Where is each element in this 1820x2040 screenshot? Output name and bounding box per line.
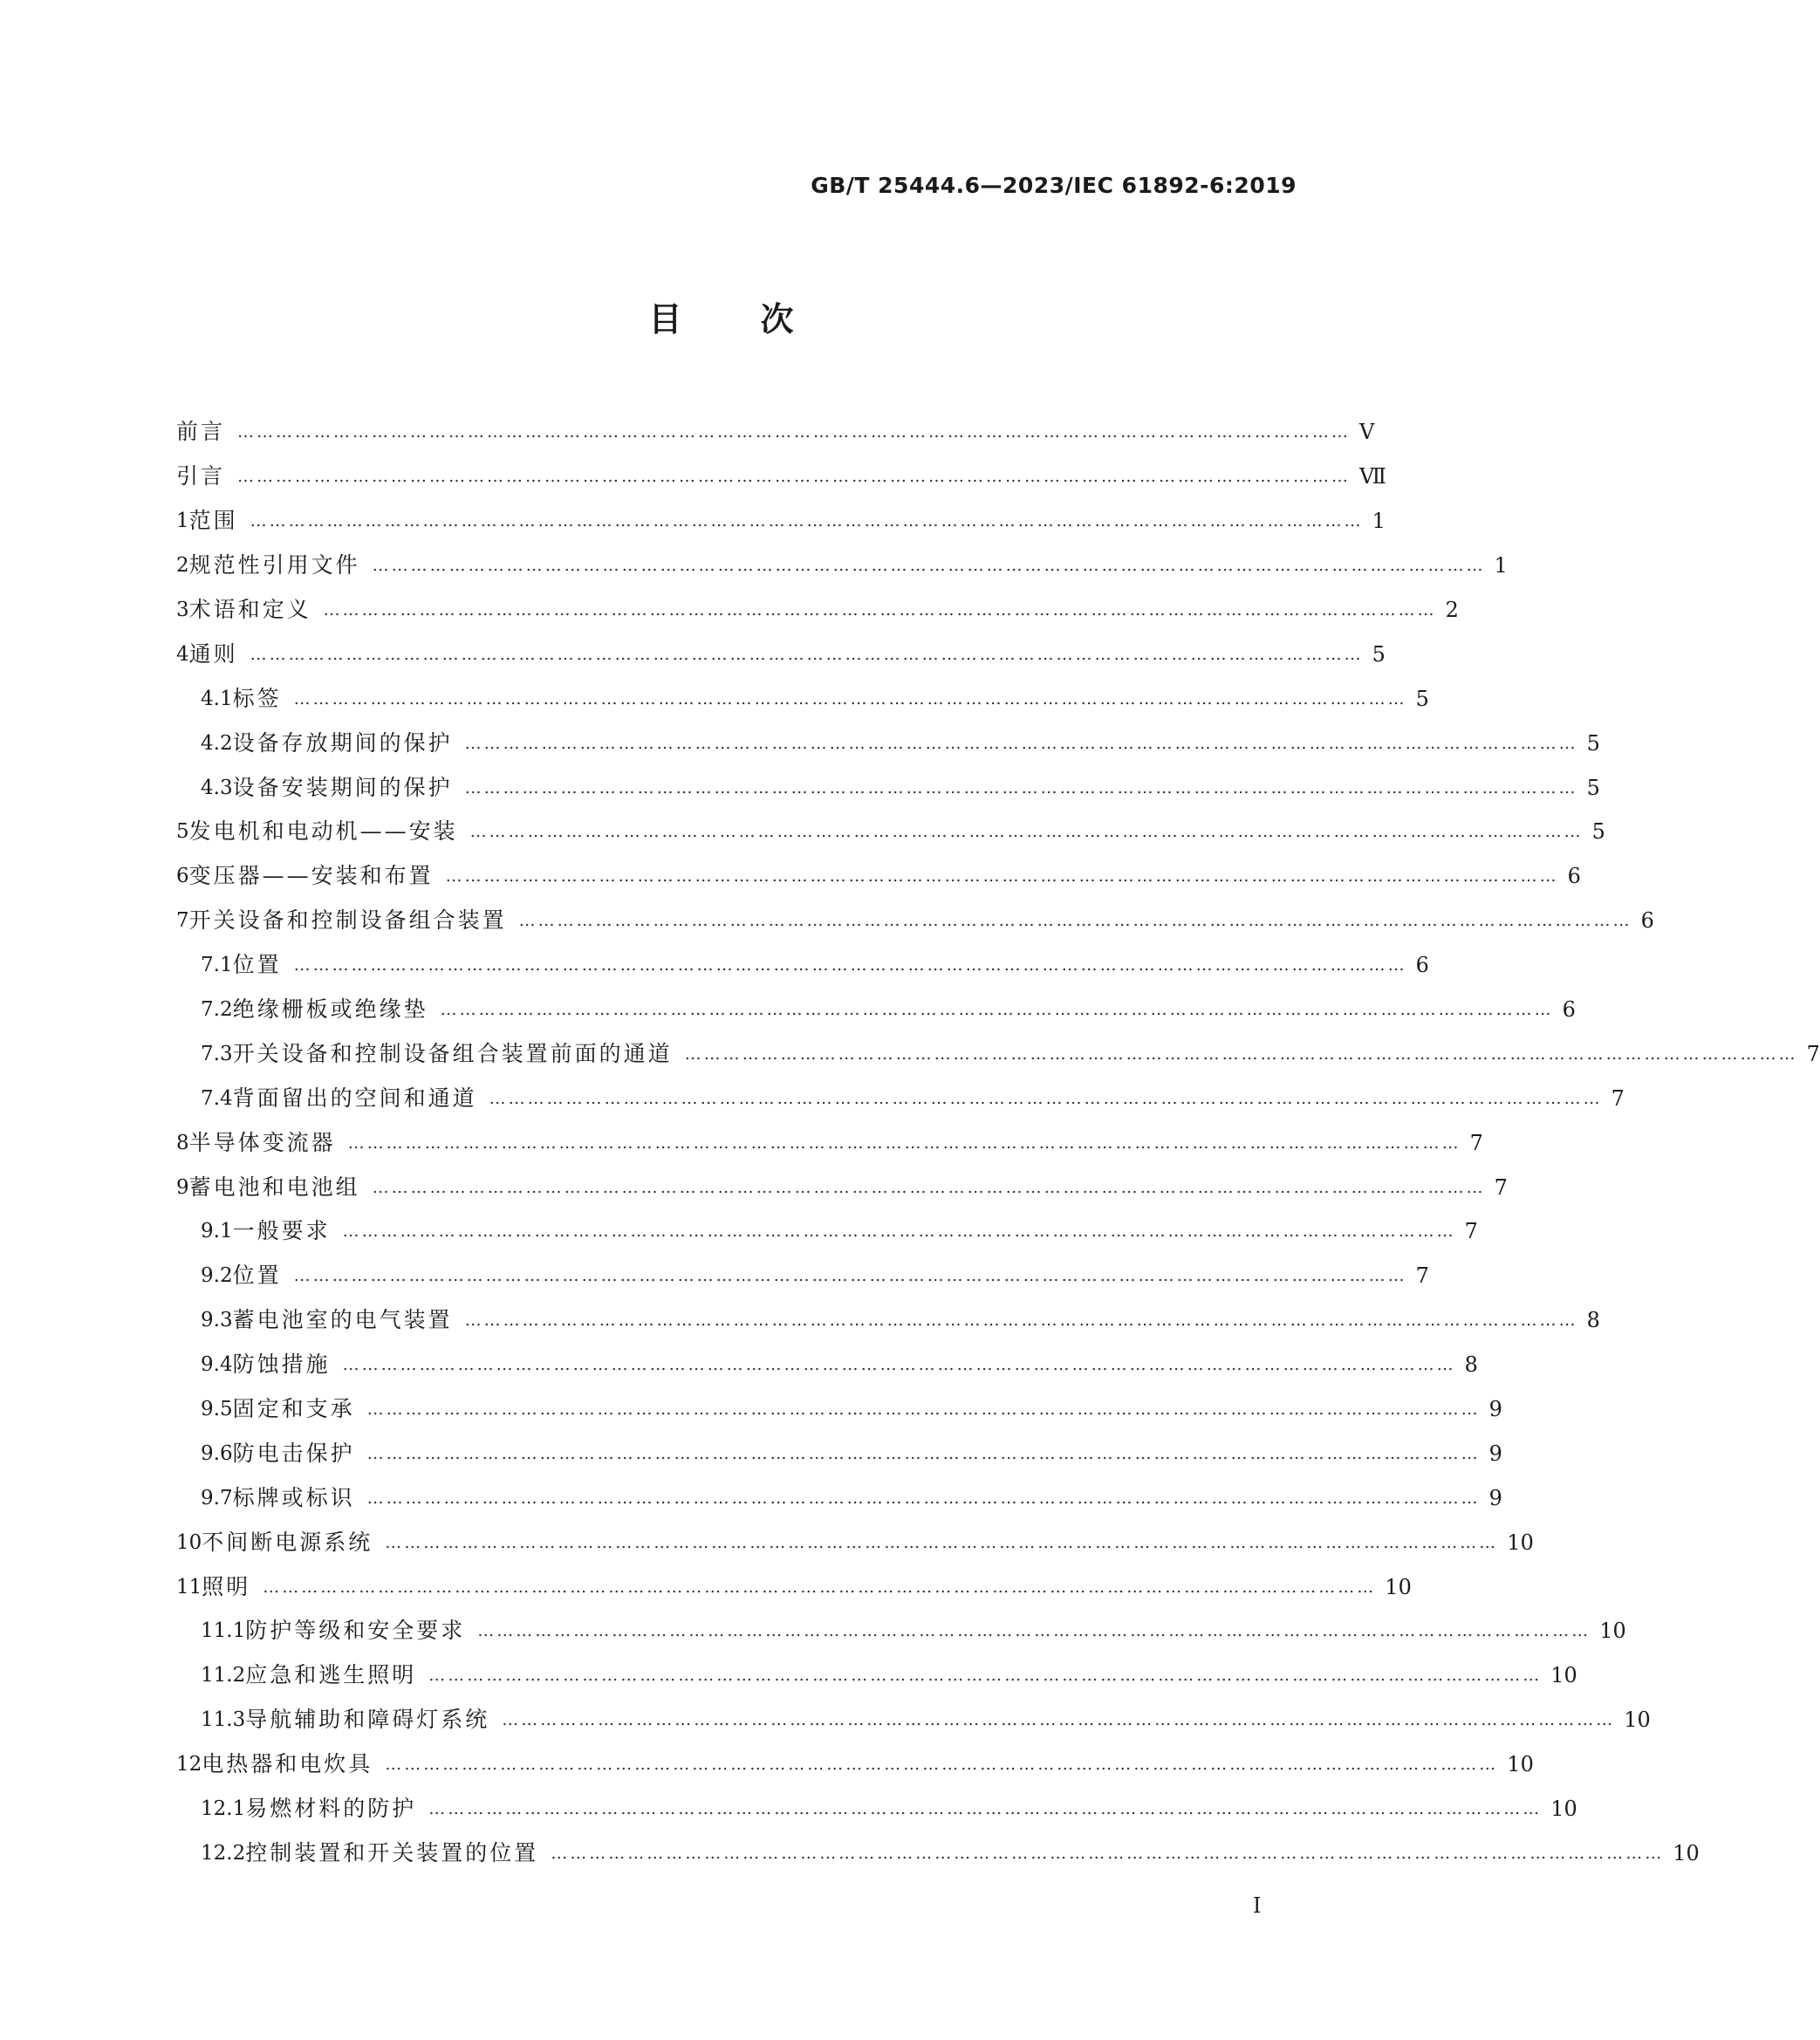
toc-entry-page: 1 bbox=[1494, 553, 1508, 578]
toc-entry-title: 半导体变流器 bbox=[188, 1129, 336, 1155]
toc-entry-number: 12.1 bbox=[201, 1797, 246, 1821]
toc-entry-title: 一般要求 bbox=[232, 1218, 331, 1244]
toc-entry[interactable] bbox=[176, 1031, 1820, 1076]
toc-entry-page: 10 bbox=[1624, 1708, 1651, 1733]
toc-entry-number: 9.2 bbox=[201, 1264, 233, 1288]
toc-entry-title: 导航辅助和障碍灯系统 bbox=[245, 1707, 490, 1733]
toc-entry-page: 2 bbox=[1445, 598, 1459, 622]
toc-entry-page: 5 bbox=[1586, 730, 1600, 756]
toc-entry[interactable] bbox=[176, 1431, 1502, 1475]
dot-leader: ………………………………………………………………………………………………………………………………………………………… bbox=[489, 1088, 1603, 1108]
toc-entry-title: 前言 bbox=[176, 419, 226, 445]
toc-entry-page: 9 bbox=[1488, 1397, 1502, 1422]
toc-entry-title: 变压器——安装和布置 bbox=[188, 863, 434, 889]
toc-entry-page: 9 bbox=[1488, 1441, 1502, 1466]
toc-entry-number: 9.1 bbox=[201, 1220, 233, 1243]
toc-entry-title: 易燃材料的防护 bbox=[245, 1796, 417, 1822]
dot-leader: ………………………………………………………………………………………………………………………………………………………… bbox=[464, 733, 1578, 753]
toc-entry-title: 电热器和电炊具 bbox=[202, 1751, 373, 1777]
toc-entry[interactable] bbox=[176, 988, 1576, 1032]
dot-leader: ………………………………………………………………………………………………………………………………………………………… bbox=[347, 1133, 1461, 1153]
toc-entry-title: 位置 bbox=[232, 1263, 282, 1289]
toc-entry[interactable] bbox=[176, 1787, 1577, 1831]
toc-entry-number: 3 bbox=[176, 599, 189, 621]
toc-entry[interactable] bbox=[176, 1609, 1626, 1653]
dot-leader: ………………………………………………………………………………………………………………………………………………………… bbox=[445, 866, 1559, 887]
dot-leader: ………………………………………………………………………………………………………………………………………………………… bbox=[502, 1710, 1616, 1730]
dot-leader: ………………………………………………………………………………………………………………………………………………………… bbox=[323, 600, 1437, 620]
toc-entry[interactable] bbox=[176, 1564, 1412, 1609]
dot-leader: ………………………………………………………………………………………………………………………………………………………… bbox=[237, 467, 1351, 487]
toc-entry-number: 4.1 bbox=[201, 687, 233, 710]
toc-entry-title: 设备存放期间的保护 bbox=[232, 729, 453, 756]
toc-entry-page: 9 bbox=[1488, 1485, 1502, 1510]
dot-leader: ………………………………………………………………………………………………………………………………………………………… bbox=[428, 1666, 1543, 1686]
toc-entry-page: 6 bbox=[1567, 864, 1581, 889]
dot-leader: ………………………………………………………………………………………………………………………………………………………… bbox=[464, 777, 1578, 798]
toc-entry-title: 防蚀措施 bbox=[232, 1352, 331, 1378]
toc-entry-title: 标牌或标识 bbox=[232, 1484, 355, 1510]
dot-leader: ………………………………………………………………………………………………………………………………………………………… bbox=[518, 911, 1632, 931]
dot-leader: ………………………………………………………………………………………………………………………………………………………… bbox=[366, 1443, 1481, 1463]
toc-entry[interactable] bbox=[176, 632, 1386, 676]
toc-entry-number: 11.1 bbox=[201, 1619, 246, 1643]
toc-entry-title: 蓄电池室的电气装置 bbox=[232, 1307, 453, 1333]
toc-entry-number: 7 bbox=[176, 909, 189, 933]
toc-entry-page: 5 bbox=[1415, 686, 1429, 711]
toc-entry-title: 防护等级和安全要求 bbox=[245, 1618, 466, 1644]
toc-entry-number: 9.7 bbox=[201, 1486, 233, 1509]
toc-entry[interactable] bbox=[176, 1698, 1651, 1742]
toc-entry[interactable] bbox=[176, 899, 1654, 943]
toc-entry-page: 6 bbox=[1415, 953, 1429, 978]
page-number: I bbox=[1253, 1893, 1262, 1918]
document-code: GB/T 25444.6—2023/IEC 61892-6:2019 bbox=[811, 173, 1297, 198]
toc-entry[interactable] bbox=[176, 943, 1429, 988]
dot-leader: ………………………………………………………………………………………………………………………………………………………… bbox=[293, 688, 1407, 709]
toc-entry-title: 范围 bbox=[188, 508, 238, 534]
toc-entry-page: 7 bbox=[1806, 1041, 1820, 1066]
toc-entry-page: 7 bbox=[1611, 1085, 1625, 1111]
toc-entry-number: 2 bbox=[176, 554, 189, 578]
table-of-contents bbox=[176, 410, 1820, 1875]
toc-entry-page: 6 bbox=[1640, 908, 1654, 934]
toc-entry-page: 8 bbox=[1586, 1308, 1600, 1333]
toc-entry[interactable] bbox=[176, 810, 1605, 854]
toc-entry[interactable] bbox=[176, 721, 1600, 765]
toc-entry-number: 7.2 bbox=[201, 998, 233, 1022]
toc-entry-title: 设备安装期间的保护 bbox=[232, 774, 453, 800]
toc-entry-page: 7 bbox=[1464, 1219, 1478, 1244]
toc-entry-number: 11 bbox=[176, 1575, 202, 1598]
dot-leader: ………………………………………………………………………………………………………………………………………………………… bbox=[428, 1799, 1543, 1819]
toc-entry-title: 应急和逃生照明 bbox=[245, 1662, 417, 1688]
toc-entry-number: 9 bbox=[176, 1175, 189, 1199]
toc-entry-title: 固定和支承 bbox=[232, 1396, 355, 1422]
toc-entry-title: 引言 bbox=[176, 463, 226, 489]
toc-entry-number: 1 bbox=[176, 510, 189, 533]
dot-leader: ………………………………………………………………………………………………………………………………………………………… bbox=[342, 1355, 1456, 1375]
toc-entry-number: 12 bbox=[176, 1753, 202, 1776]
toc-entry-title: 蓄电池和电池组 bbox=[188, 1174, 360, 1200]
toc-entry-page: 7 bbox=[1494, 1174, 1508, 1200]
toc-entry[interactable] bbox=[176, 1076, 1625, 1120]
dot-leader: ………………………………………………………………………………………………………………………………………………………… bbox=[372, 1177, 1486, 1197]
toc-entry-number: 10 bbox=[176, 1530, 202, 1554]
toc-entry[interactable] bbox=[176, 765, 1600, 810]
toc-entry-page: 10 bbox=[1507, 1752, 1534, 1777]
dot-leader: ………………………………………………………………………………………………………………………………………………………… bbox=[469, 822, 1584, 842]
toc-title: 目次 bbox=[648, 300, 872, 339]
toc-entry[interactable] bbox=[176, 1520, 1534, 1564]
toc-entry[interactable] bbox=[176, 455, 1386, 499]
dot-leader: ………………………………………………………………………………………………………………………………………………………… bbox=[372, 556, 1486, 576]
dot-leader: ………………………………………………………………………………………………………………………………………………………… bbox=[250, 644, 1364, 664]
toc-entry-page: 8 bbox=[1464, 1352, 1478, 1378]
dot-leader: ………………………………………………………………………………………………………………………………………………………… bbox=[293, 955, 1407, 976]
toc-entry-number: 9.6 bbox=[201, 1441, 233, 1465]
dot-leader: ………………………………………………………………………………………………………………………………………………………… bbox=[684, 1044, 1798, 1064]
toc-entry[interactable] bbox=[176, 1298, 1600, 1343]
toc-entry[interactable] bbox=[176, 1209, 1478, 1254]
dot-leader: ………………………………………………………………………………………………………………………………………………………… bbox=[250, 511, 1364, 531]
toc-entry[interactable] bbox=[176, 1254, 1429, 1298]
toc-entry[interactable] bbox=[176, 1387, 1502, 1432]
toc-entry-title: 开关设备和控制设备组合装置前面的通道 bbox=[232, 1040, 673, 1066]
toc-entry-page: 1 bbox=[1372, 509, 1386, 534]
toc-entry-title: 发电机和电动机——安装 bbox=[188, 818, 458, 845]
toc-entry[interactable] bbox=[176, 544, 1508, 588]
toc-entry-number: 4.2 bbox=[201, 731, 233, 755]
toc-entry-title: 标签 bbox=[232, 685, 282, 711]
dot-leader: ………………………………………………………………………………………………………………………………………………………… bbox=[551, 1843, 1665, 1863]
dot-leader: ………………………………………………………………………………………………………………………………………………………… bbox=[293, 1266, 1407, 1286]
toc-entry-page: 5 bbox=[1591, 819, 1605, 845]
toc-entry-number: 5 bbox=[176, 820, 189, 844]
toc-entry[interactable] bbox=[176, 1831, 1700, 1876]
toc-entry-page: Ⅶ bbox=[1359, 464, 1386, 489]
toc-entry-title: 规范性引用文件 bbox=[188, 552, 360, 578]
toc-entry-page: 10 bbox=[1673, 1840, 1700, 1865]
dot-leader: ………………………………………………………………………………………………………………………………………………………… bbox=[385, 1532, 1499, 1552]
dot-leader: ………………………………………………………………………………………………………………………………………………………… bbox=[366, 1488, 1481, 1508]
toc-entry-title: 开关设备和控制设备组合装置 bbox=[188, 907, 507, 934]
toc-entry[interactable] bbox=[176, 588, 1459, 633]
dot-leader: ………………………………………………………………………………………………………………………………………………………… bbox=[440, 1000, 1554, 1020]
toc-entry-page: 10 bbox=[1550, 1663, 1577, 1688]
dot-leader: ………………………………………………………………………………………………………………………………………………………… bbox=[237, 422, 1351, 442]
toc-entry[interactable] bbox=[176, 499, 1386, 544]
toc-entry-page: 10 bbox=[1599, 1619, 1626, 1644]
toc-entry-number: 4.3 bbox=[201, 776, 233, 799]
toc-entry-title: 背面留出的空间和通道 bbox=[232, 1085, 477, 1111]
toc-entry[interactable] bbox=[176, 1742, 1534, 1787]
dot-leader: ………………………………………………………………………………………………………………………………………………………… bbox=[342, 1222, 1456, 1242]
toc-entry-page: 6 bbox=[1562, 997, 1576, 1023]
toc-entry-page: 10 bbox=[1507, 1530, 1534, 1555]
toc-entry-title: 位置 bbox=[232, 952, 282, 978]
dot-leader: ………………………………………………………………………………………………………………………………………………………… bbox=[263, 1577, 1377, 1597]
dot-leader: ………………………………………………………………………………………………………………………………………………………… bbox=[464, 1311, 1578, 1331]
toc-entry-number: 7.4 bbox=[201, 1086, 233, 1110]
toc-entry-title: 控制装置和开关装置的位置 bbox=[245, 1839, 539, 1865]
toc-entry[interactable] bbox=[176, 1343, 1478, 1387]
toc-entry[interactable] bbox=[176, 1653, 1577, 1698]
toc-entry-number: 9.5 bbox=[201, 1398, 233, 1421]
toc-entry-page: 10 bbox=[1385, 1574, 1412, 1599]
toc-entry-number: 9.3 bbox=[201, 1309, 233, 1332]
dot-leader: ………………………………………………………………………………………………………………………………………………………… bbox=[366, 1400, 1481, 1420]
toc-entry-number: 7.3 bbox=[201, 1042, 233, 1065]
toc-entry-page: 5 bbox=[1372, 641, 1386, 667]
toc-entry-title: 绝缘栅板或绝缘垫 bbox=[232, 996, 428, 1023]
toc-entry[interactable] bbox=[176, 1165, 1508, 1209]
toc-entry-number: 11.2 bbox=[201, 1664, 246, 1687]
toc-entry[interactable] bbox=[176, 676, 1429, 721]
toc-entry[interactable] bbox=[176, 410, 1375, 455]
toc-entry-number: 12.2 bbox=[201, 1841, 246, 1865]
toc-entry-title: 术语和定义 bbox=[188, 597, 311, 622]
toc-entry-page: 5 bbox=[1586, 775, 1600, 800]
toc-entry-number: 6 bbox=[176, 865, 189, 888]
toc-entry-title: 通则 bbox=[188, 640, 238, 667]
toc-entry-page: 10 bbox=[1550, 1797, 1577, 1822]
dot-leader: ………………………………………………………………………………………………………………………………………………………… bbox=[477, 1621, 1591, 1641]
toc-entry-title: 不间断电源系统 bbox=[202, 1529, 373, 1555]
toc-entry-number: 9.4 bbox=[201, 1353, 233, 1377]
toc-entry-title: 照明 bbox=[202, 1573, 251, 1599]
toc-entry-number: 4 bbox=[176, 642, 189, 666]
toc-entry-page: 7 bbox=[1415, 1263, 1429, 1289]
toc-entry[interactable] bbox=[176, 1120, 1483, 1165]
toc-entry-number: 8 bbox=[176, 1131, 189, 1154]
toc-entry-number: 11.3 bbox=[201, 1708, 246, 1732]
dot-leader: ………………………………………………………………………………………………………………………………………………………… bbox=[385, 1755, 1499, 1775]
toc-entry-number: 7.1 bbox=[201, 954, 233, 977]
toc-entry-page: 7 bbox=[1469, 1130, 1483, 1155]
toc-entry-page: Ⅴ bbox=[1359, 420, 1375, 445]
toc-entry-title: 防电击保护 bbox=[232, 1440, 355, 1466]
toc-entry[interactable] bbox=[176, 854, 1581, 899]
toc-entry[interactable] bbox=[176, 1475, 1502, 1520]
